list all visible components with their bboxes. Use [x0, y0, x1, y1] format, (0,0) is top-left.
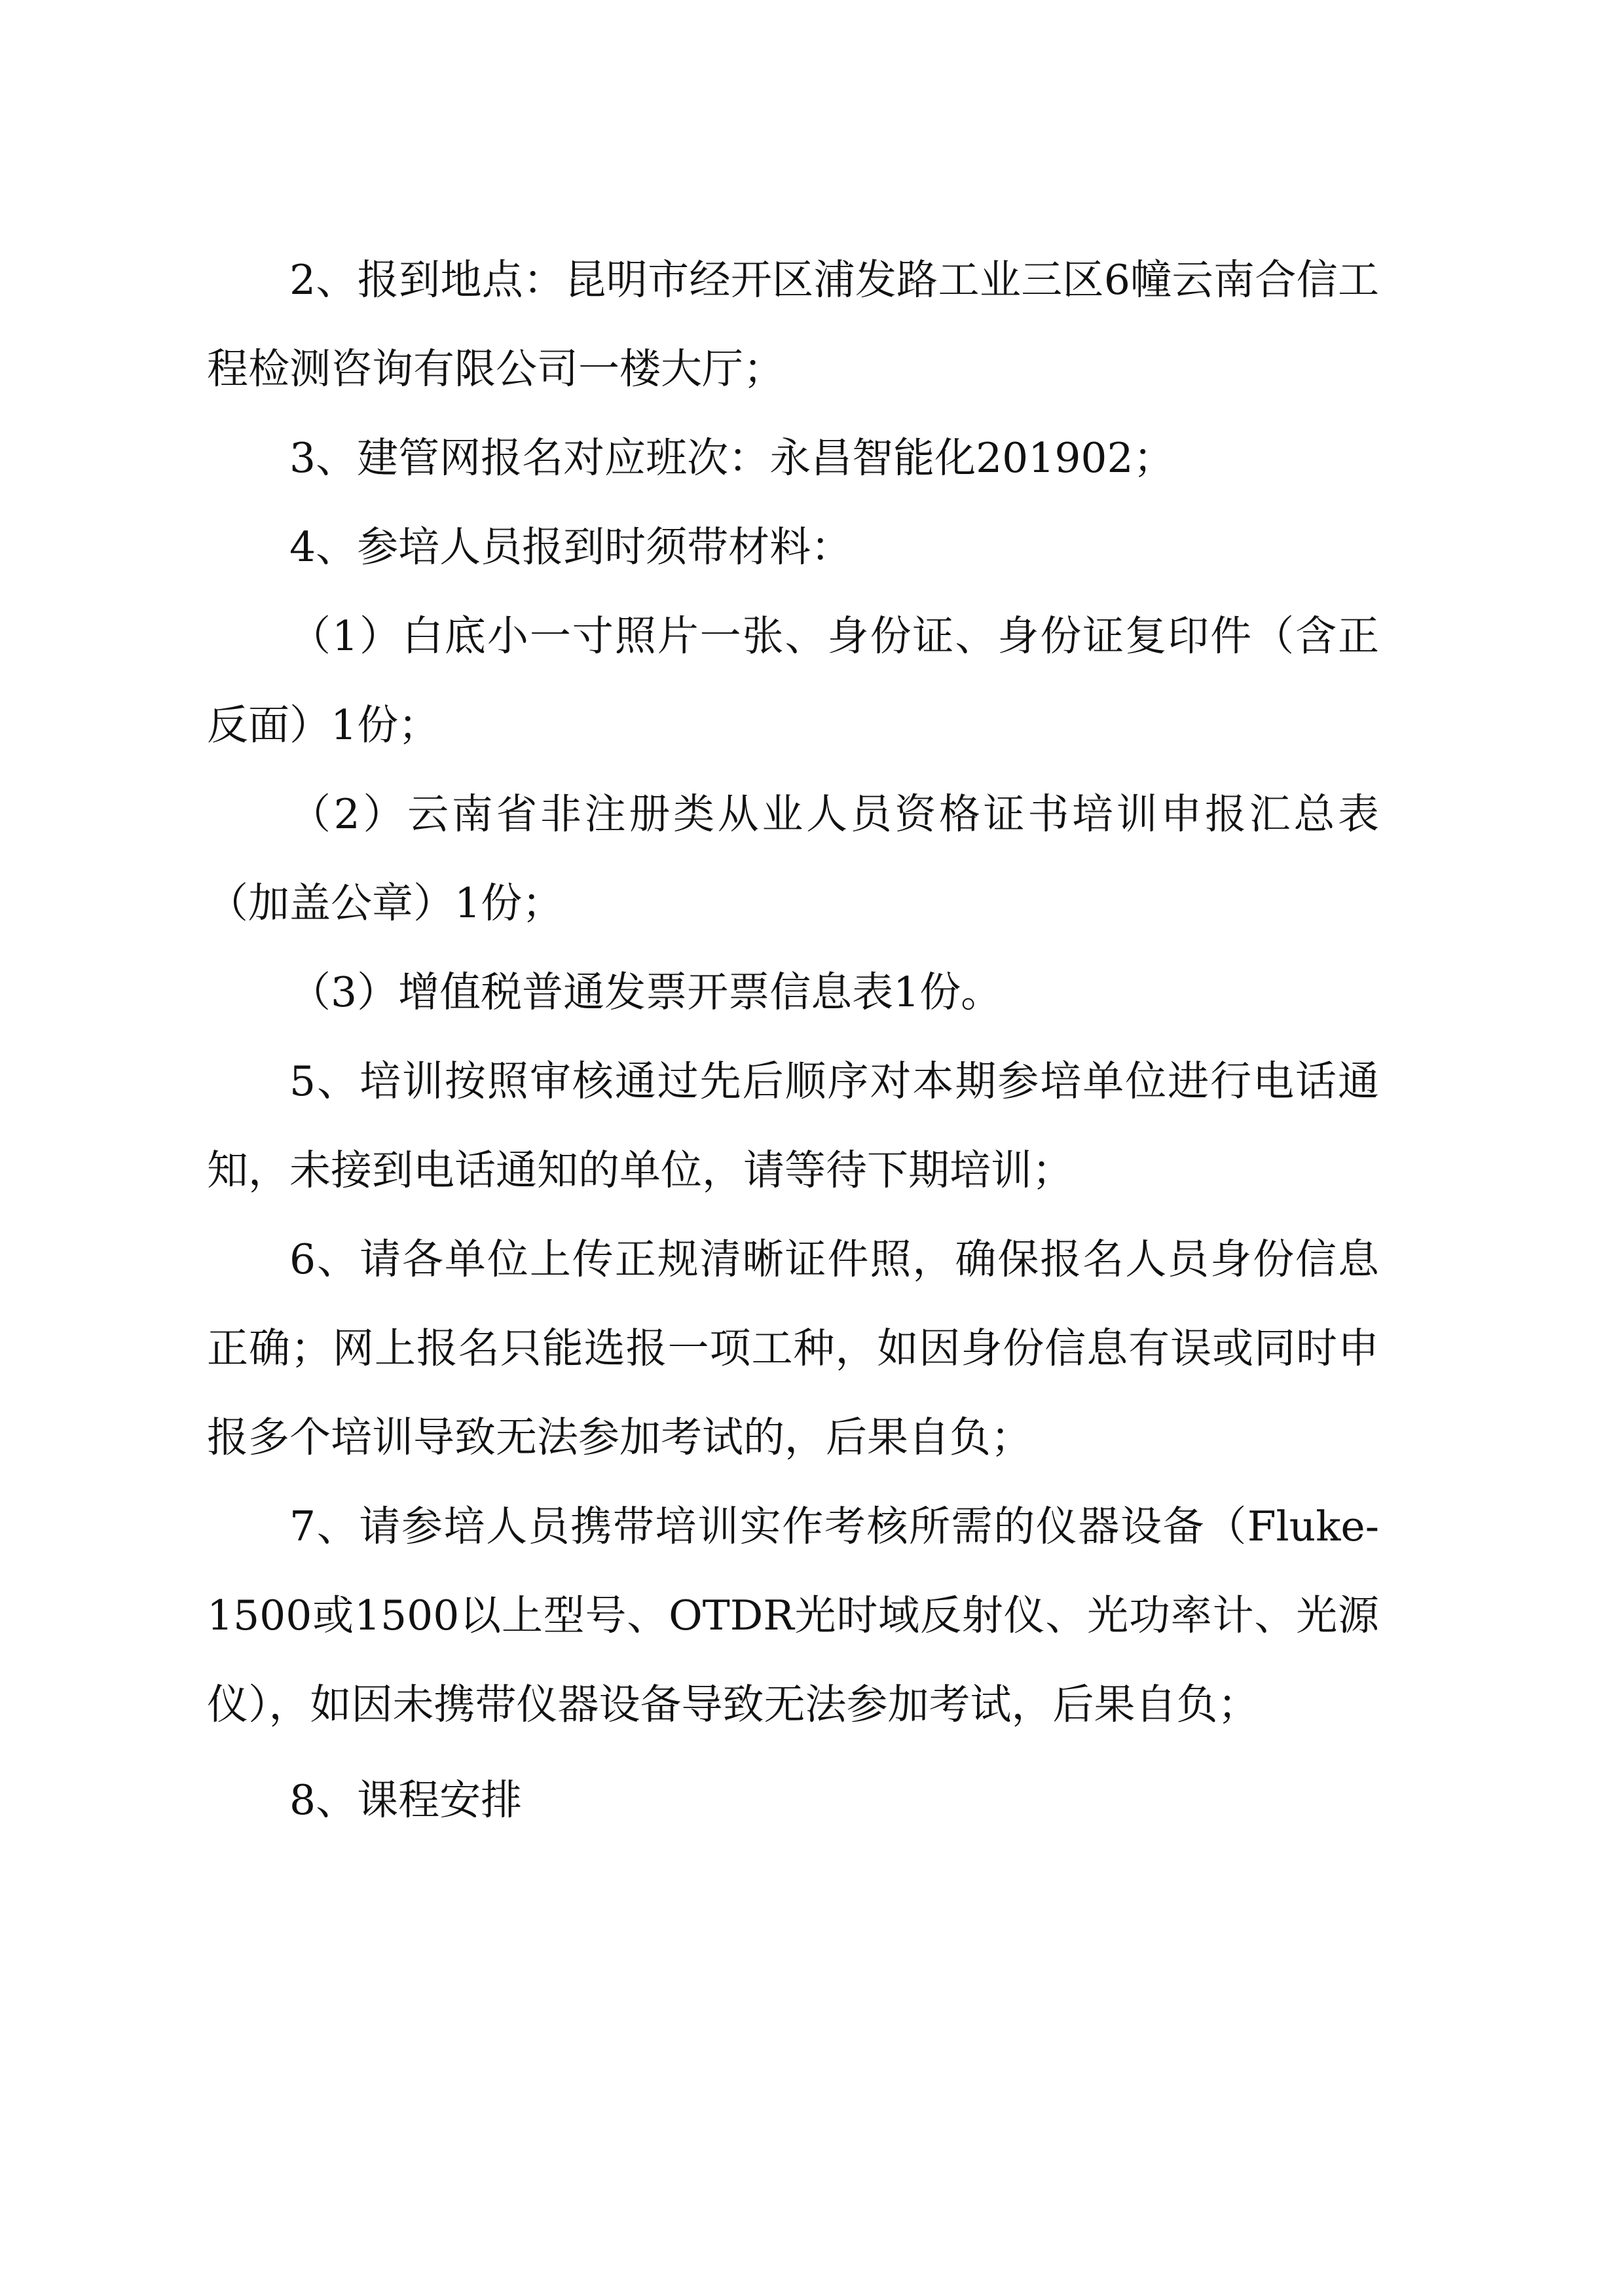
paragraph-class-code: 3、建管网报名对应班次：永昌智能化201902； [289, 434, 1175, 482]
document-body [207, 236, 1379, 1845]
paragraph-phone-notice: 5、培训按照审核通过先后顺序对本期参培单位进行电话通知，未接到电话通知的单位，请等待下期培训； [207, 1057, 1379, 1194]
paragraph-material-2: （2）云南省非注册类从业人员资格证书培训申报汇总表（加盖公章）1份； [207, 790, 1379, 927]
paragraph-id-photo: 6、请各单位上传正规清晰证件照，确保报名人员身份信息正确；网上报名只能选报一项工种，如因身份信息有误或同时申报多个培训导致无法参加考试的，后果自负； [207, 1235, 1379, 1461]
paragraph-material-1: （1）白底小一寸照片一张、身份证、身份证复印件（含正反面）1份； [207, 612, 1379, 749]
paragraph-material-3: （3）增值税普通发票开票信息表1份。 [289, 968, 1003, 1016]
paragraph-required-materials: 4、参培人员报到时须带材料： [289, 523, 853, 571]
paragraph-equipment: 7、请参培人员携带培训实作考核所需的仪器设备（Fluke-1500或1500以上型号、OTDR光时域反射仪、光功率计、光源仪），如因未携带仪器设备导致无法参加考试，后果自负； [207, 1503, 1379, 1728]
paragraph-course-schedule: 8、课程安排 [289, 1776, 523, 1824]
paragraph-registration-location: 2、报到地点：昆明市经开区浦发路工业三区6幢云南合信工程检测咨询有限公司一楼大厅； [207, 256, 1379, 393]
